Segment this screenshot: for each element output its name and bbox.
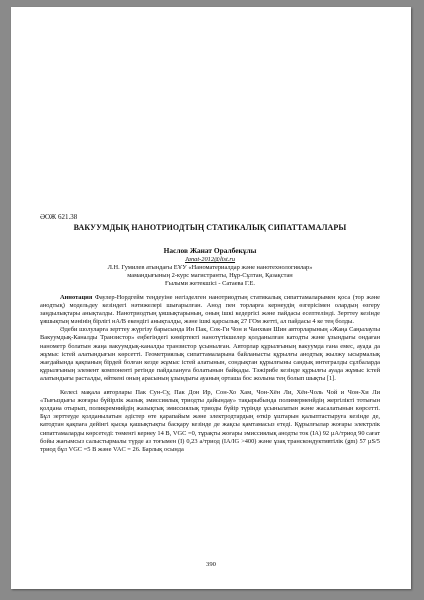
udk-code: ӘОЖ 621.38	[40, 213, 78, 221]
document-page	[11, 7, 411, 589]
affiliation-line-1: Л.Н. Гумилев атындағы ЕҰУ «Наноматериалдар және нанотехнологиялар»	[107, 264, 313, 271]
author-name: Наслов Жанат Оралбекұлы	[163, 246, 257, 255]
affiliation-line-2: мамандығының 2-курс магистранты, Нұр-Сұлтан, Қазақстан	[127, 272, 293, 279]
article-title: ВАКУУМДЫҚ НАНОТРИОДТЫҢ СТАТИКАЛЫҚ СИПАТТАМАЛАРЫ	[73, 223, 347, 232]
author-email[interactable]: Janat-2012@list.ru	[184, 256, 236, 263]
abstract-label: Аннотация	[60, 294, 93, 301]
page-number: 390	[206, 561, 216, 568]
body-paragraph-2: Әдеби шолуларға зерттеу жүргізу барысында Ин Пак, Сок-Ги Чон и Чанхван Шин авторларының «Жаңа Саңылаулы Вакуумдық-Каналды Транзистор» еңбегіндегі көміртекті нанотүтікшелер қолданылған катодты және ұзындығы ондаған нанометр болатын жаңа вакуумдық-каналды транзистор ұсынылған. Авторлар құрылғының вакуумда ғана емес, ауада да жұмыс істей алатындығын көрсетті. Геометриялық сипаттамаларына байланысты құрылғы анодтық жылжу ысырмалық жағдайында қақпаның бірдей болған кезде жұмыс істей алатынын, сондықтан құрылғыны сандық интегралды сұлбаларда құрылғының элемент компоненті ретінде пайдалануға болатынын байқады. Тәжірибе кезінде құрылғы ауада жұмыс істей алатындығы расталды, өйткені оның арасының ұзындығы ауаның орташа бос жолына тең болып шықты [1].	[40, 326, 380, 382]
body-paragraph-3: Келесі мақала авторлары Пак Сун-Су, Пак Дон Ир, Сон-Хо Хам, Чон-Хён Ли, Хён-Чоль Чой и Чон-Хи Ли «Тығыздығы жоғары бүйірлік жазық эмиссиялық триодты дайындау» тақырыбында полимерменйдің жергілікті тотығын қолдана отырып, поликремнийдің жазықтық эмиссиялық триоды бүйір түрінде ұсынылатын және жасалатынын көрсетті. Бұл зерттеуде қолданылатын әдістер өте қарапайым және электродтардың өткір ұштарын қалыптастыруға кезінде де, катодтан қақпаға дейінгі қысқа қашықтықты басқару кезінде де жақсы қамтамасыз етеді. Құрылғылар жоғары электрлік сипаттамаларды көрсетеді: төменгі кернеу 14 В, VGC =0, тұрақты жоғары эмиссиялық анодты ток (IA) 92 µA/триод 90 сағат бойы жағымсыз салыстырмалы түрде аз тоғымен (I) 0,23 а/триод (IA/IG >400) және ұзақ транскондуктивтілік (gm) 57 µS/5 триод бұл VGC =5 В және VAC = 26. Барлық осында	[40, 389, 380, 453]
supervisor-line: Ғылыми жетекшісі - Сатаева Г.Е.	[165, 280, 255, 287]
abstract-text: Фаулер-Нордгейм теңдеуіне негізделген нанотриодтың статикалық сипаттамаларымен қоса (тор және анодтық) модельдеу кезіндегі нәтижелері шығарылған. Анод пен торларға кернеудің өзгерісімен олардың өзгеру заңдылықтары анықталды. Нанотриодтың ұяшықтарының, оның ішкі кедергісі және пайдасы есептелінді. Зерттеу кезінде ұяшықтың мәнінің бірлігі нА/В екендігі анықталды, және ішкі қарсылық 27 ГОм жетті, ал пайдасы 4 ке тең болды.	[40, 294, 380, 326]
article-content	[40, 213, 380, 454]
abstract-paragraph	[40, 294, 380, 326]
